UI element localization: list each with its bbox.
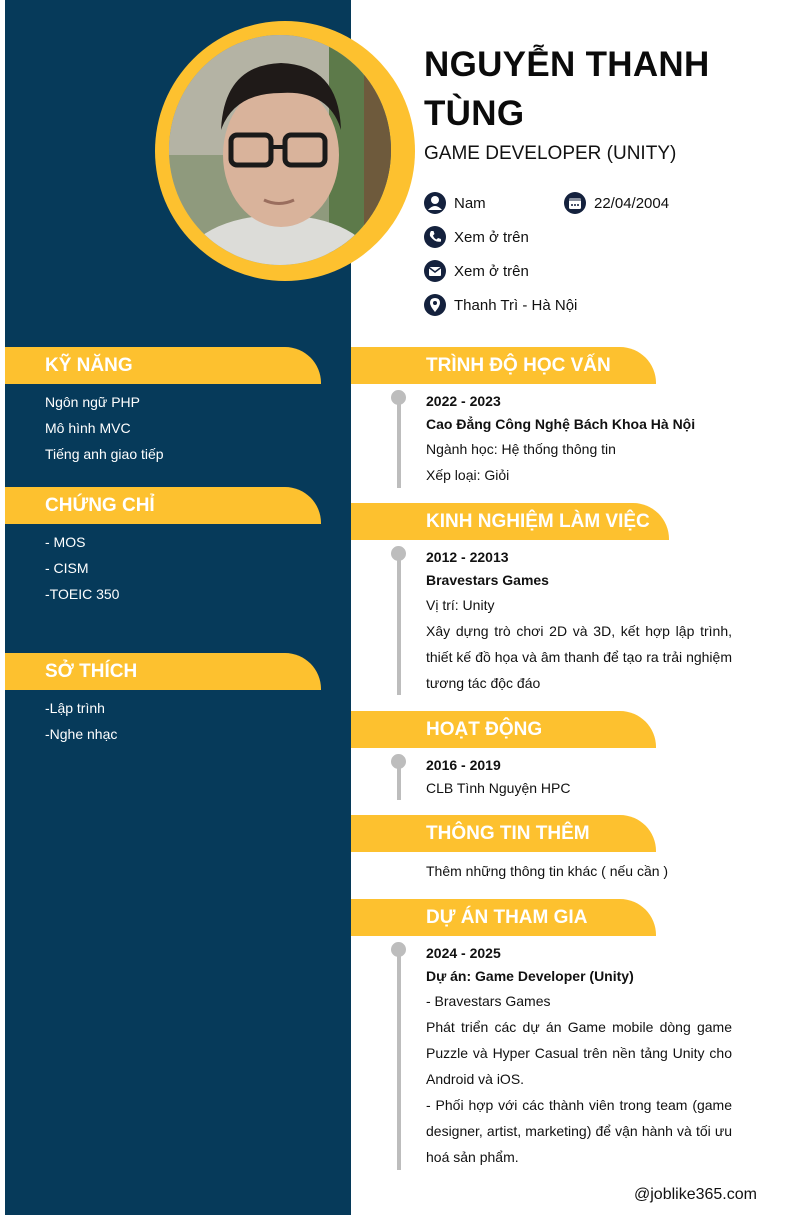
additional-text: Thêm những thông tin khác ( nếu cần ) bbox=[426, 863, 669, 879]
experience-position: Vị trí: Unity bbox=[426, 597, 495, 613]
education-title: TRÌNH ĐỘ HỌC VẤN bbox=[426, 355, 611, 376]
projects-description: Phát triển các dự án Game mobile dòng game Puzzle và Hyper Casual trên nền tảng Unity cho Android và iOS. bbox=[426, 1019, 732, 1087]
avatar bbox=[169, 35, 391, 265]
watermark: @joblike365.com bbox=[634, 1186, 757, 1203]
info-address bbox=[424, 294, 577, 316]
experience-description: Xây dựng trò chơi 2D và 3D, kết hợp lập trình, thiết kế đồ họa và âm thanh để tạo ra trải nghiệm tương tác độc đáo bbox=[426, 623, 732, 691]
info-birthday bbox=[564, 192, 669, 214]
skills-header bbox=[5, 347, 321, 384]
user-icon bbox=[424, 192, 446, 214]
timeline-line bbox=[397, 396, 401, 488]
phone-icon bbox=[424, 226, 446, 248]
gender-value: Nam bbox=[454, 194, 486, 212]
info-email bbox=[424, 260, 529, 282]
phone-value: Xem ở trên bbox=[454, 228, 529, 246]
projects-company: - Bravestars Games bbox=[426, 993, 551, 1009]
education-entry bbox=[426, 390, 732, 488]
calendar-icon bbox=[564, 192, 586, 214]
activities-title: HOẠT ĐỘNG bbox=[426, 719, 543, 740]
location-pin-icon bbox=[424, 294, 446, 316]
list-item: Mô hình MVC bbox=[45, 420, 131, 436]
education-header bbox=[351, 347, 656, 384]
job-title: GAME DEVELOPER (UNITY) bbox=[424, 143, 677, 164]
list-item: Ngôn ngữ PHP bbox=[45, 394, 140, 410]
projects-header bbox=[351, 899, 656, 936]
certificates-header bbox=[5, 487, 321, 524]
hobbies-list bbox=[45, 695, 117, 747]
activities-entry bbox=[426, 754, 732, 800]
address-value: Thanh Trì - Hà Nội bbox=[454, 296, 578, 314]
list-item: -Nghe nhạc bbox=[45, 726, 118, 742]
birthday-value: 22/04/2004 bbox=[594, 194, 670, 212]
mail-icon bbox=[424, 260, 446, 282]
hobbies-title: SỞ THÍCH bbox=[45, 661, 138, 682]
education-school: Cao Đẳng Công Nghệ Bách Khoa Hà Nội bbox=[426, 416, 696, 432]
projects-description: - Phối hợp với các thành viên trong team (game designer, artist, marketing) để vận hành và tối ưu hoá sản phẩm. bbox=[426, 1097, 732, 1165]
experience-title: KINH NGHIỆM LÀM VIỆC bbox=[426, 511, 650, 532]
timeline-dot bbox=[391, 546, 406, 561]
additional-entry bbox=[426, 858, 732, 884]
skills-title: KỸ NĂNG bbox=[45, 355, 133, 376]
activities-detail: CLB Tình Nguyện HPC bbox=[426, 780, 571, 796]
hobbies-header bbox=[5, 653, 321, 690]
additional-title: THÔNG TIN THÊM bbox=[426, 823, 590, 844]
timeline-dot bbox=[391, 754, 406, 769]
experience-company: Bravestars Games bbox=[426, 572, 549, 588]
timeline-line bbox=[397, 948, 401, 1170]
additional-header bbox=[351, 815, 656, 852]
activities-header bbox=[351, 711, 656, 748]
list-item: -Lập trình bbox=[45, 700, 105, 716]
experience-years: 2012 - 22013 bbox=[426, 549, 509, 565]
list-item: - MOS bbox=[45, 534, 86, 550]
education-line: Ngành học: Hệ thống thông tin bbox=[426, 441, 616, 457]
timeline-line bbox=[397, 552, 401, 695]
list-item: - CISM bbox=[45, 560, 89, 576]
email-value: Xem ở trên bbox=[454, 262, 529, 280]
projects-years: 2024 - 2025 bbox=[426, 945, 501, 961]
certificates-title: CHỨNG CHỈ bbox=[45, 495, 155, 516]
certificates-list bbox=[45, 529, 119, 607]
skills-list bbox=[45, 389, 164, 467]
info-phone bbox=[424, 226, 529, 248]
timeline-dot bbox=[391, 942, 406, 957]
experience-header bbox=[351, 503, 669, 540]
education-years: 2022 - 2023 bbox=[426, 393, 501, 409]
projects-title: DỰ ÁN THAM GIA bbox=[426, 907, 588, 928]
activities-years: 2016 - 2019 bbox=[426, 757, 501, 773]
list-item: -TOEIC 350 bbox=[45, 586, 120, 602]
info-gender bbox=[424, 192, 486, 214]
experience-entry bbox=[426, 546, 732, 696]
full-name: NGUYỄN THANH TÙNG bbox=[424, 45, 710, 133]
projects-name: Dự án: Game Developer (Unity) bbox=[426, 968, 634, 984]
timeline-dot bbox=[391, 390, 406, 405]
education-line: Xếp loại: Giỏi bbox=[426, 467, 510, 483]
projects-entry bbox=[426, 942, 732, 1170]
list-item: Tiếng anh giao tiếp bbox=[45, 446, 164, 462]
